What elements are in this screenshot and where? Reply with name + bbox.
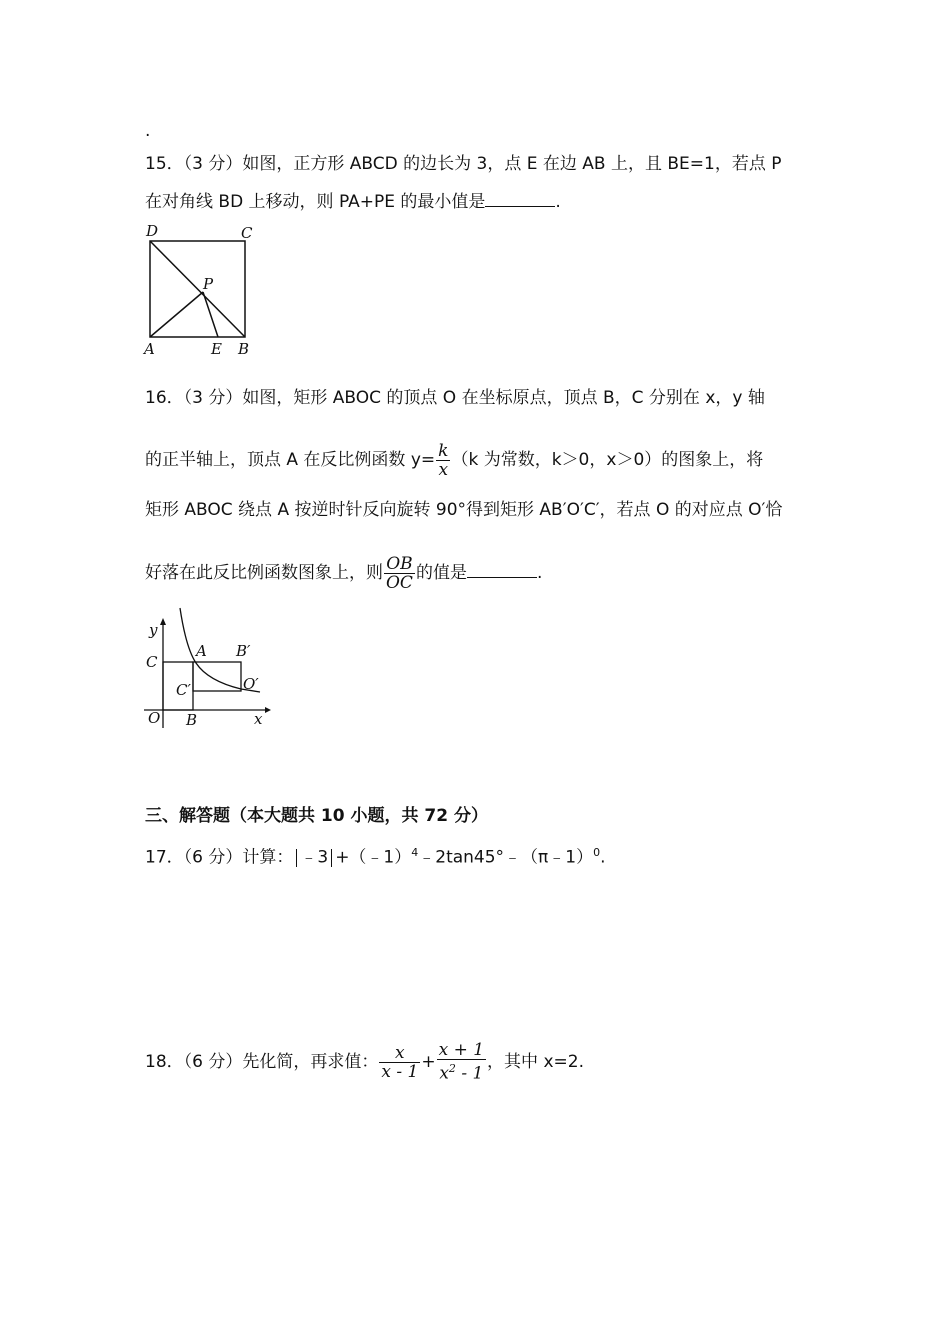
q18-plus: + (421, 1052, 436, 1072)
frac-k: k (438, 440, 449, 461)
abs-bar-right (331, 849, 332, 867)
frac2-den-base: x (439, 1063, 449, 1084)
q16-line2-post: （k 为常数，k＞0，x＞0）的图象上，将 (451, 450, 764, 470)
q17-exp0: 0 (593, 846, 601, 859)
q15-answer-blank (485, 190, 555, 207)
frac2-num: x + 1 (438, 1040, 485, 1061)
q15-line2-end: . (555, 192, 561, 212)
label-a: A (196, 642, 207, 660)
diagonal-bd (150, 241, 245, 337)
q16-line2-pre: 的正半轴上，顶点 A 在反比例函数 y= (145, 450, 436, 470)
fraction-x-over-x-minus-1 (379, 1044, 420, 1081)
fraction-ob-over-oc (384, 555, 415, 592)
q18-pre: 18．（6 分）先化简，再求值： (145, 1052, 379, 1072)
q15-line2 (145, 190, 561, 213)
frac1-den: x - 1 (381, 1061, 419, 1082)
q17-mid2: ﹣2tan45°﹣（π﹣1） (418, 847, 594, 868)
fraction-x-plus-1-over-x2-minus-1 (437, 1041, 486, 1083)
frac-oc: OC (386, 572, 413, 593)
segment-pa (150, 292, 203, 337)
q16-coordinate-figure (140, 603, 280, 733)
frac1-num: x (379, 1044, 420, 1063)
y-axis-arrow (160, 618, 166, 625)
section3-title: 三、解答题（本大题共 10 小题，共 72 分） (145, 806, 488, 826)
label-p: P (203, 275, 214, 293)
q17-mid: +（﹣1） (335, 847, 412, 868)
q15-square-figure (140, 222, 260, 362)
frac2-den (437, 1060, 486, 1083)
label-o: O (148, 709, 161, 727)
x-axis-arrow (265, 707, 271, 713)
q16-line2 (145, 440, 763, 480)
q17-end: . (600, 847, 606, 868)
label-x: x (254, 710, 263, 728)
label-y: y (149, 621, 158, 639)
label-c: C (241, 224, 253, 242)
fraction-k-over-x (436, 442, 450, 479)
q15-line2-text: 在对角线 BD 上移动，则 PA+PE 的最小值是 (145, 192, 486, 212)
frac-ob: OB (384, 555, 415, 574)
label-e: E (211, 340, 222, 358)
frac2-den-rest: - 1 (455, 1063, 484, 1084)
abs-bar-left (296, 849, 297, 867)
frac2-den-exp: 2 (448, 1062, 456, 1076)
label-a: A (144, 340, 155, 358)
segment-pe (203, 292, 218, 337)
q16-line4-post: 的值是 (415, 563, 467, 583)
q18-line (145, 1040, 584, 1084)
label-d: D (146, 222, 159, 240)
label-c: C (146, 653, 158, 671)
q17-pre: 17．（6 分）计算： (145, 847, 294, 868)
q16-line4-end: . (536, 563, 543, 583)
q15-line1: 15．（3 分）如图，正方形 ABCD 的边长为 3，点 E 在边 AB 上，且 BE=1，若点 P (145, 154, 782, 174)
q17-exp4: 4 (411, 846, 419, 859)
q17-line (145, 842, 606, 869)
label-b: B (238, 340, 250, 358)
label-b: B (186, 711, 198, 729)
q16-answer-blank (467, 561, 537, 578)
q16-line4-pre: 好落在此反比例函数图象上，则 (145, 563, 383, 583)
q17-abs-content: ﹣3 (300, 847, 329, 868)
label-o-prime: O′ (243, 675, 259, 693)
stray-dot: . (145, 121, 151, 141)
frac-x: x (438, 459, 449, 480)
q16-line1: 16．（3 分）如图，矩形 ABOC 的顶点 O 在坐标原点，顶点 B，C 分别在 x，y 轴 (145, 388, 765, 408)
label-c-prime: C′ (176, 681, 191, 699)
q16-line4 (145, 553, 542, 593)
q18-post: ，其中 x=2. (487, 1052, 584, 1072)
label-b-prime: B′ (236, 642, 251, 660)
q16-line3: 矩形 ABOC 绕点 A 按逆时针反向旋转 90°得到矩形 AB′O′C′，若点 O 的对应点 O′恰 (145, 500, 783, 520)
